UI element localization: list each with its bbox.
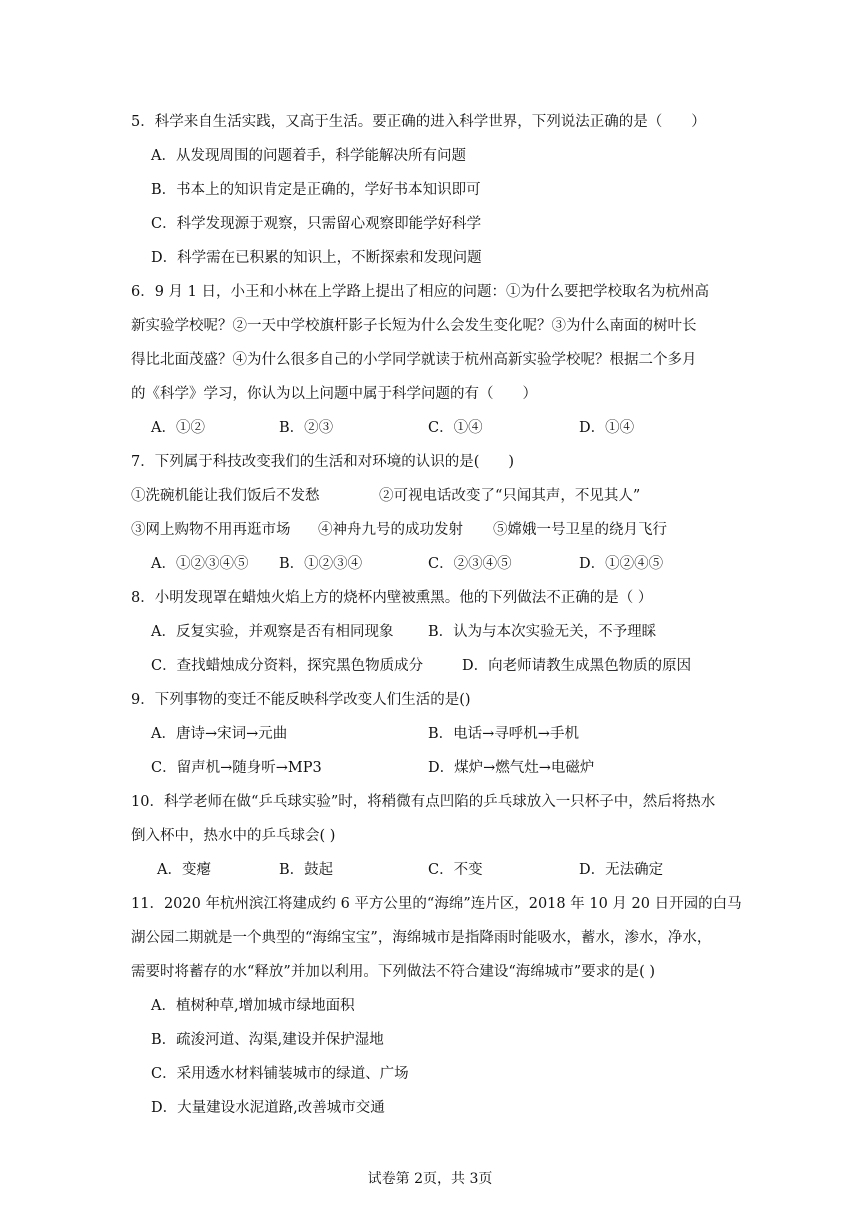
- q10-option-d: D．无法确定: [579, 862, 664, 878]
- q10-stem-line2: 倒入杯中，热水中的乒乓球会( ): [131, 828, 336, 844]
- q6-option-d: D．①④: [579, 420, 635, 436]
- q7-item-1: ①洗碗机能让我们饭后不发愁: [131, 488, 320, 504]
- q8-option-c: C．查找蜡烛成分资料，探究黑色物质成分: [151, 658, 424, 674]
- q7-item-5: ⑤嫦娥一号卫星的绕月飞行: [493, 522, 667, 538]
- q10-stem-line1: 10．科学老师在做“乒乓球实验”时，将稍微有点凹陷的乒乓球放入一只杯子中，然后将热水: [131, 794, 716, 810]
- q11-option-a: A．植树种草,增加城市绿地面积: [151, 998, 355, 1014]
- q9-option-d: D．煤炉→燃气灶→电磁炉: [428, 760, 595, 776]
- q6-stem-line1: 6．9 月 1 日，小王和小林在上学路上提出了相应的问题：①为什么要把学校取名为杭州高: [131, 284, 709, 300]
- q11-stem-line1: 11．2020 年杭州滨江将建成约 6 平方公里的“海绵”连片区，2018 年 10 月 20 日开园的白马: [131, 896, 742, 912]
- q5-option-b: B．书本上的知识肯定是正确的，学好书本知识即可: [151, 182, 481, 198]
- q5-stem: 5．科学来自生活实践，又高于生活。要正确的进入科学世界，下列说法正确的是（ ）: [131, 114, 706, 130]
- q5-option-d: D．科学需在已积累的知识上，不断探索和发现问题: [151, 250, 482, 266]
- q6-stem-line4: 的《科学》学习，你认为以上问题中属于科学问题的有（ ）: [131, 386, 537, 402]
- q8-option-d: D．向老师请教生成黑色物质的原因: [462, 658, 692, 674]
- q5-option-a: A．从发现周围的问题着手，科学能解决所有问题: [151, 148, 466, 164]
- q10-option-b: B．鼓起: [279, 862, 334, 878]
- q11-option-b: B．疏浚河道、沟渠,建设并保护湿地: [151, 1032, 384, 1048]
- q8-option-a: A．反复实验，并观察是否有相同现象: [151, 624, 394, 640]
- q5-option-c: C．科学发现源于观察，只需留心观察即能学好科学: [151, 216, 482, 232]
- q9-option-c: C．留声机→随身听→MP3: [151, 760, 322, 776]
- q7-option-b: B．①②③④: [279, 556, 363, 572]
- q7-item-3: ③网上购物不用再逛市场: [131, 522, 291, 538]
- q6-option-c: C．①④: [428, 420, 483, 436]
- q7-item-4: ④神舟九号的成功发射: [318, 522, 463, 538]
- q6-stem-line2: 新实验学校呢？②一天中学校旗杆影子长短为什么会发生变化呢？③为什么南面的树叶长: [131, 318, 697, 334]
- q9-option-a: A．唐诗→宋词→元曲: [151, 726, 288, 742]
- q7-item-2: ②可视电话改变了“只闻其声，不见其人”: [379, 488, 641, 504]
- page-footer: 试卷第 2页，共 3页: [367, 1171, 493, 1187]
- q7-option-a: A．①②③④⑤: [151, 556, 249, 572]
- q10-option-c: C．不变: [428, 862, 483, 878]
- q8-stem: 8．小明发现罩在蜡烛火焰上方的烧杯内壁被熏黑。他的下列做法不正确的是（ ）: [131, 590, 653, 606]
- q10-option-a: A．变瘪: [157, 862, 211, 878]
- q6-option-a: A．①②: [151, 420, 205, 436]
- q7-option-d: D．①②④⑤: [579, 556, 664, 572]
- q6-option-b: B．②③: [279, 420, 334, 436]
- q8-option-b: B．认为与本次实验无关，不予理睬: [428, 624, 657, 640]
- q11-stem-line2: 湖公园二期就是一个典型的“海绵宝宝”，海绵城市是指降雨时能吸水，蓄水，渗水，净水，: [131, 930, 712, 946]
- q7-stem: 7．下列属于科技改变我们的生活和对环境的认识的是( ): [131, 454, 515, 470]
- q7-option-c: C．②③④⑤: [428, 556, 512, 572]
- q9-stem: 9．下列事物的变迁不能反映科学改变人们生活的是(): [131, 692, 471, 708]
- q11-option-c: C．采用透水材料铺装城市的绿道、广场: [151, 1066, 409, 1082]
- q11-stem-line3: 需要时将蓄存的水“释放”并加以利用。下列做法不符合建设“海绵城市”要求的是( ): [131, 964, 656, 980]
- q6-stem-line3: 得比北面茂盛？④为什么很多自己的小学同学就读于杭州高新实验学校呢？根据二个多月: [131, 352, 697, 368]
- q11-option-d: D．大量建设水泥道路,改善城市交通: [151, 1100, 385, 1116]
- q9-option-b: B．电话→寻呼机→手机: [428, 726, 579, 742]
